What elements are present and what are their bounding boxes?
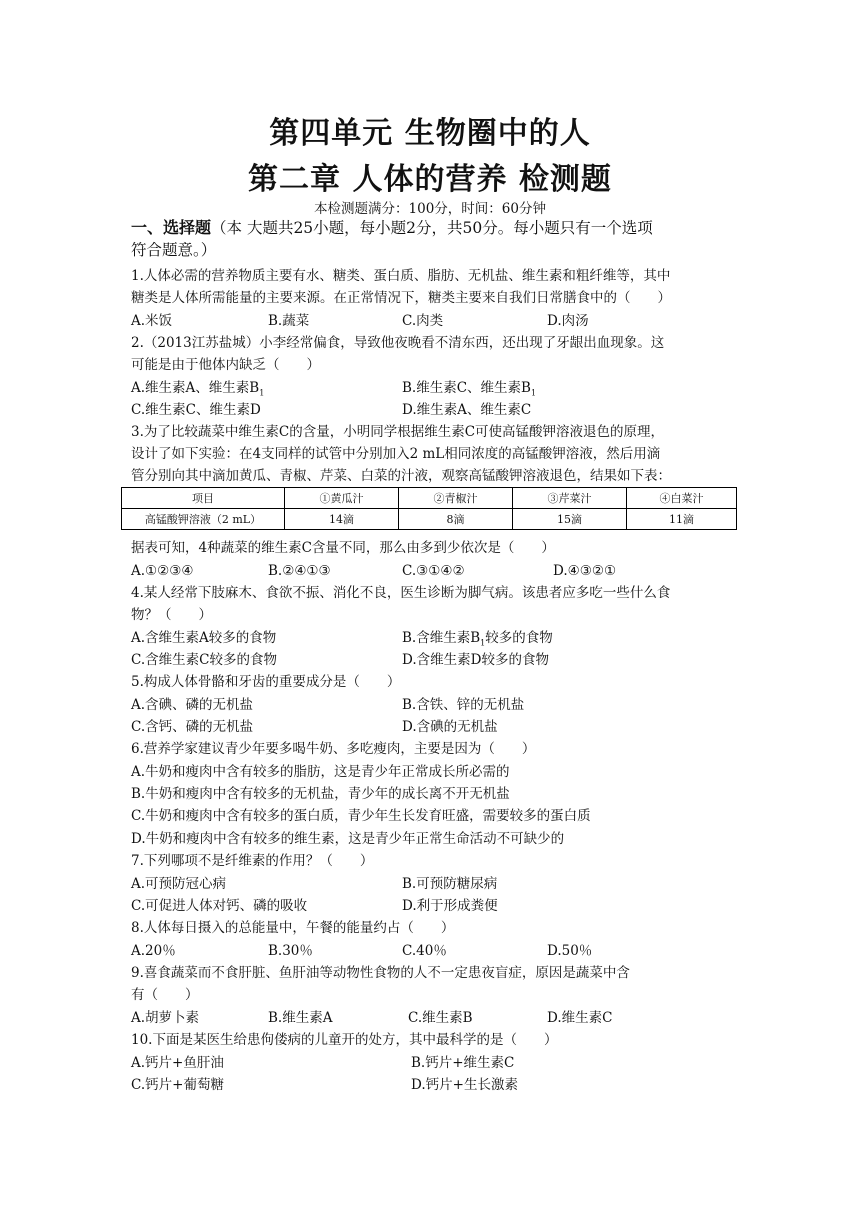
q10-option-c: C.钙片+葡萄糖 (131, 1077, 224, 1093)
q9-option-b: B.维生素A (268, 1010, 333, 1026)
table-cell: 8滴 (399, 509, 513, 530)
table-cell: 高锰酸钾溶液（2 mL） (122, 509, 285, 530)
q9-option-d: D.维生素C (547, 1010, 613, 1026)
question-9-text: 9.喜食蔬菜而不食肝脏、鱼肝油等动物性食物的人不一定患夜盲症，原因是蔬菜中含 (131, 965, 630, 981)
chapter-title: 第二章 人体的营养 检测题 (248, 162, 612, 197)
question-2-text-cont: 可能是由于他体内缺乏（ ） (131, 357, 320, 373)
unit-title: 第四单元 生物圈中的人 (269, 116, 591, 151)
section-note-cont: 符合题意。） (131, 241, 217, 259)
question-3-text-cont2: 管分别向其中滴加黄瓜、青椒、芹菜、白菜的汁液，观察高锰酸钾溶液退色，结果如下表： (131, 468, 671, 484)
q4-option-a: A.含维生素A较多的食物 (131, 630, 277, 646)
q5-option-b: B.含铁、锌的无机盐 (402, 697, 525, 713)
section-note: （本 大题共25小题，每小题2分，共50分。每小题只有一个选项 (211, 219, 653, 237)
question-10-text: 10.下面是某医生给患佝偻病的儿童开的处方，其中最科学的是（ ） (131, 1032, 558, 1048)
question-5-text: 5.构成人体骨骼和牙齿的重要成分是（ ） (131, 674, 401, 690)
q7-option-c: C.可促进人体对钙、磷的吸收 (131, 898, 308, 914)
q7-option-a: A.可预防冠心病 (131, 876, 227, 892)
q8-option-b: B.30％ (268, 943, 313, 959)
q8-option-a: A.20％ (131, 943, 176, 959)
question-3-prompt: 据表可知，4种蔬菜的维生素C含量不同，那么由多到少依次是（ ） (131, 540, 555, 556)
q8-option-c: C.40％ (402, 943, 447, 959)
q1-option-a: A.米饭 (131, 313, 173, 329)
table-header-cell: 项目 (122, 488, 285, 509)
q2-option-c: C.维生素C、维生素D (131, 402, 261, 418)
table-header-cell: ④白菜汁 (627, 488, 737, 509)
section-heading: 一、选择题 (131, 218, 212, 237)
q2-option-d: D.维生素A、维生素C (402, 402, 532, 418)
question-3-text-cont: 设计了如下实验：在4支同样的试管中分别加入2 mL相同浓度的高锰酸钾溶液，然后用滴 (131, 446, 661, 462)
table-cell: 15滴 (513, 509, 627, 530)
question-8-text: 8.人体每日摄入的总能量中，午餐的能量约占（ ） (131, 920, 455, 936)
q7-option-d: D.利于形成粪便 (402, 898, 498, 914)
table-header-cell: ②青椒汁 (399, 488, 513, 509)
question-4-text-cont: 物？（ ） (131, 607, 212, 623)
question-9-text-cont: 有（ ） (131, 987, 199, 1003)
q1-option-d: D.肉汤 (547, 313, 589, 329)
q5-option-a: A.含碘、磷的无机盐 (131, 697, 254, 713)
q3-option-c: C.③①④② (402, 563, 465, 579)
q6-option-b: B.牛奶和瘦肉中含有较多的无机盐，青少年的成长离不开无机盐 (131, 786, 510, 802)
q10-option-d: D.钙片+生长激素 (411, 1077, 518, 1093)
question-4-text: 4.某人经常下肢麻木、食欲不振、消化不良，医生诊断为脚气病。该患者应多吃一些什么食 (131, 585, 671, 601)
q5-option-d: D.含碘的无机盐 (402, 719, 498, 735)
q10-option-b: B.钙片+维生素C (411, 1055, 515, 1071)
q4-option-d: D.含维生素D较多的食物 (402, 652, 549, 668)
q3-option-d: D.④③②① (553, 563, 617, 579)
question-1-text-cont: 糖类是人体所需能量的主要来源。在正常情况下，糖类主要来自我们日常膳食中的（ ） (131, 290, 671, 306)
question-2-text: 2.（2013江苏盐城）小李经常偏食，导致他夜晚看不清东西，还出现了牙龈出血现象。这 (131, 335, 665, 351)
question-3-text: 3.为了比较蔬菜中维生素C的含量，小明同学根据维生素C可使高锰酸钾溶液退色的原理， (131, 424, 665, 440)
q4-option-c: C.含维生素C较多的食物 (131, 652, 277, 668)
q1-option-b: B.蔬菜 (268, 313, 310, 329)
q3-option-a: A.①②③④ (131, 563, 194, 579)
q9-option-c: C.维生素B (408, 1010, 473, 1026)
table-header-cell: ③芹菜汁 (513, 488, 627, 509)
q6-option-a: A.牛奶和瘦肉中含有较多的脂肪，这是青少年正常成长所必需的 (131, 764, 510, 780)
table-row (122, 509, 737, 530)
q10-option-a: A.钙片+鱼肝油 (131, 1055, 224, 1071)
q3-option-b: B.②④①③ (268, 563, 331, 579)
question-1-text: 1.人体必需的营养物质主要有水、糖类、蛋白质、脂肪、无机盐、维生素和粗纤维等，其中 (131, 268, 671, 284)
q7-option-b: B.可预防糖尿病 (402, 876, 498, 892)
q2-option-a: A.维生素A、维生素$B_1$ (131, 380, 265, 398)
section-heading-line (131, 218, 653, 238)
q5-option-c: C.含钙、磷的无机盐 (131, 719, 254, 735)
vitamin-c-results-table (121, 487, 737, 530)
table-cell: 14滴 (285, 509, 399, 530)
table-cell: 11滴 (627, 509, 737, 530)
q6-option-c: C.牛奶和瘦肉中含有较多的蛋白质，青少年生长发育旺盛，需要较多的蛋白质 (131, 808, 591, 824)
q6-option-d: D.牛奶和瘦肉中含有较多的维生素，这是青少年正常生命活动不可缺少的 (131, 831, 565, 847)
q4-option-b: B.含维生素$B_1$较多的食物 (402, 630, 553, 648)
exam-info: 本检测题满分：100分，时间：60分钟 (314, 201, 546, 217)
question-7-text: 7.下列哪项不是纤维素的作用？（ ） (131, 853, 374, 869)
question-6-text: 6.营养学家建议青少年要多喝牛奶、多吃瘦肉，主要是因为（ ） (131, 741, 536, 757)
q8-option-d: D.50％ (547, 943, 593, 959)
q9-option-a: A.胡萝卜素 (131, 1010, 200, 1026)
q1-option-c: C.肉类 (402, 313, 444, 329)
table-header-cell: ①黄瓜汁 (285, 488, 399, 509)
q2-option-b: B.维生素C、维生素$B_1$ (402, 380, 537, 398)
table-header-row (122, 488, 737, 509)
